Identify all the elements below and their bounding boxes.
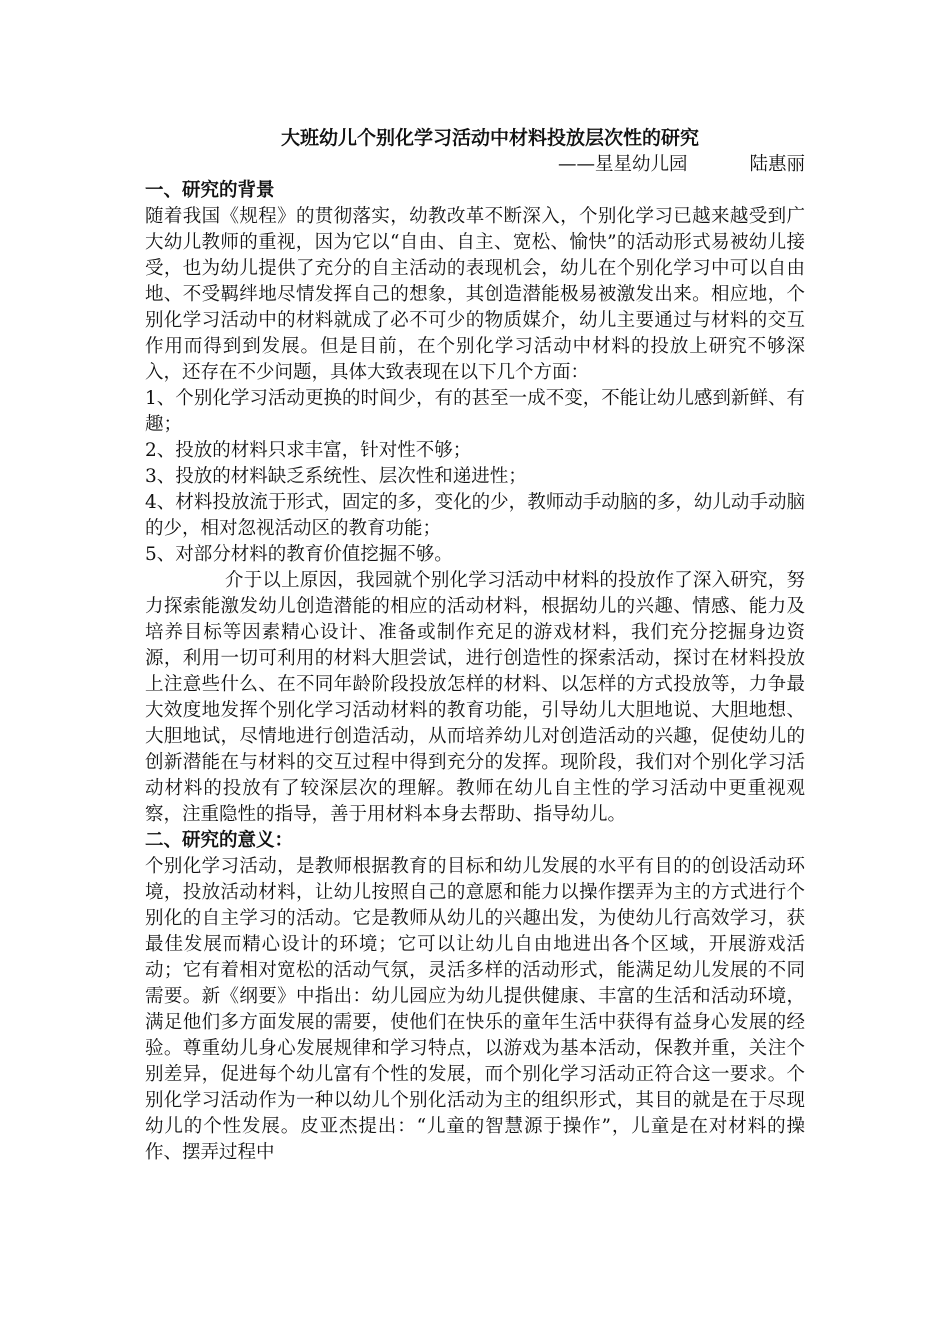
background-body-paragraph: 介于以上原因，我园就个别化学习活动中材料的投放作了深入研究，努力探索能激发幼儿创造潜能的相应的活动材料，根据幼儿的兴趣、情感、能力及培养目标等因素精心设计、准备或制作充足的游戏材料，我们充分挖掘身边资源，利用一切可利用的材料大胆尝试，进行创造性的探索活动，探讨在材料投放上注意些什么、在不同年龄阶段投放怎样的材料、以怎样的方式投放等，力争最大效度地发挥个别化学习活动材料的教育功能，引导幼儿大胆地说、大胆地想、大胆地试，尽情地进行创造活动，从而培养幼儿对创造活动的兴趣，促使幼儿的创新潜能在与材料的交互过程中得到充分的发挥。现阶段，我们对个别化学习活动材料的投放有了较深层次的理解。教师在幼儿自主性的学习活动中更重视观察，注重隐性的指导，善于用材料本身去帮助、指导幼儿。 xyxy=(145,570,805,825)
problem-list-item: 2、投放的材料只求丰富，针对性不够； xyxy=(145,440,472,461)
problem-list-item: 5、对部分材料的教育价值挖掘不够。 xyxy=(145,544,453,565)
document-page xyxy=(145,124,805,1166)
problem-list-item: 4、材料投放流于形式，固定的多，变化的少，教师动手动脑的多，幼儿动手动脑的少，相对忽视活动区的教育功能； xyxy=(145,492,805,539)
problem-list-item: 1、个别化学习活动更换的时间少，有的甚至一成不变，不能让幼儿感到新鲜、有趣； xyxy=(145,388,805,435)
problem-list-item: 3、投放的材料缺乏系统性、层次性和递进性； xyxy=(145,466,527,487)
background-intro-paragraph: 随着我国《规程》的贯彻落实，幼教改革不断深入，个别化学习已越来越受到广大幼儿教师的重视，因为它以“自由、自主、宽松、愉快”的活动形式易被幼儿接受，也为幼儿提供了充分的自主活动的表现机会，幼儿在个别化学习中可以自由地、不受羁绊地尽情发挥自己的想象，其创造潜能极易被激发出来。相应地，个别化学习活动中的材料就成了必不可少的物质媒介，幼儿主要通过与材料的交互作用而得到到发展。但是目前，在个别化学习活动中材料的投放上研究不够深入，还存在不少问题，具体大致表现在以下几个方面： xyxy=(145,206,805,383)
section-heading-background: 一、研究的背景 xyxy=(145,180,275,201)
byline xyxy=(145,152,805,178)
byline-author: 陆惠丽 xyxy=(749,154,805,175)
document-title: 大班幼儿个别化学习活动中材料投放层次性的研究 xyxy=(280,127,699,149)
section-heading-significance: 二、研究的意义： xyxy=(145,830,294,851)
significance-body-paragraph: 个别化学习活动，是教师根据教育的目标和幼儿发展的水平有目的的创设活动环境，投放活动材料，让幼儿按照自己的意愿和能力以操作摆弄为主的方式进行个别化的自主学习的活动。它是教师从幼儿的兴趣出发，为使幼儿行高效学习，获最佳发展而精心设计的环境；它可以让幼儿自由地进出各个区域，开展游戏活动；它有着相对宽松的活动气氛，灵活多样的活动形式，能满足幼儿发展的不同需要。新《纲要》中指出：幼儿园应为幼儿提供健康、丰富的生活和活动环境，满足他们多方面发展的需要，使他们在快乐的童年生活中获得有益身心发展的经验。尊重幼儿身心发展规律和学习特点，以游戏为基本活动，保教并重，关注个别差异，促进每个幼儿富有个性的发展，而个别化学习活动正符合这一要求。个别化学习活动作为一种以幼儿个别化活动为主的组织形式，其目的就是在于尽现幼儿的个性发展。皮亚杰提出：“儿童的智慧源于操作”，儿童是在对材料的操作、摆弄过程中 xyxy=(145,856,805,1163)
byline-school: ——星星幼儿园 xyxy=(557,154,688,175)
